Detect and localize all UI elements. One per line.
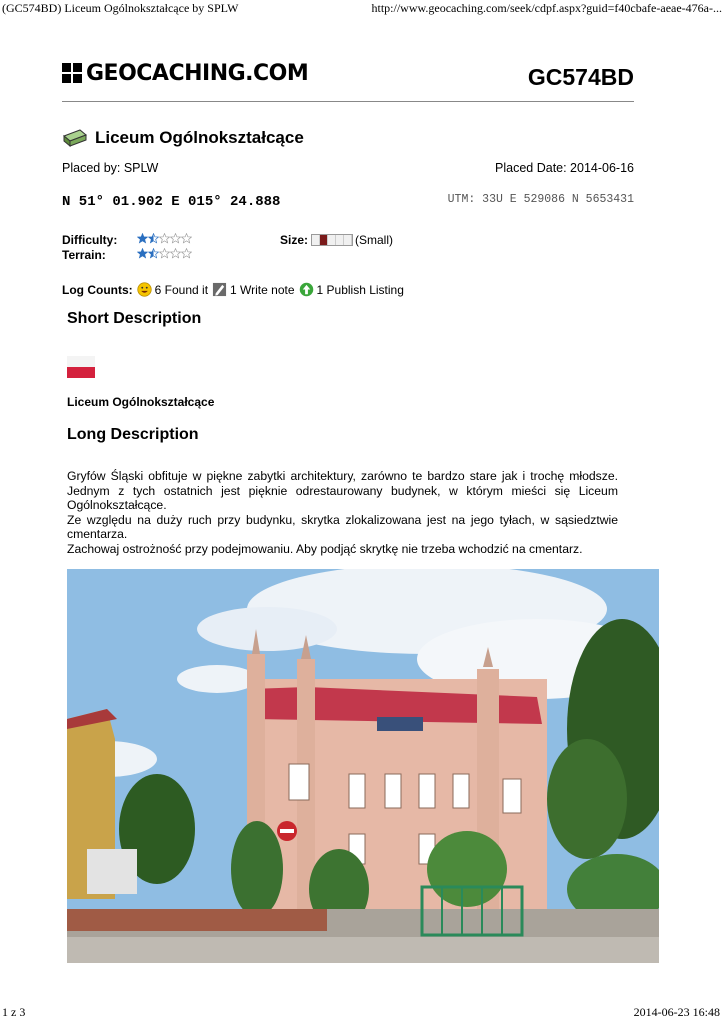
short-description-text: Liceum Ogólnokształcące bbox=[67, 395, 215, 409]
log-counts bbox=[62, 282, 404, 297]
size-label: Size: bbox=[280, 233, 309, 247]
long-description-body bbox=[67, 469, 618, 557]
cache-code: GC574BD bbox=[527, 64, 634, 90]
cache-title-row bbox=[62, 128, 304, 148]
short-description-heading: Short Description bbox=[67, 310, 202, 327]
school-building-photo bbox=[67, 569, 659, 963]
school-building-illustration bbox=[67, 569, 659, 963]
long-description-paragraph: Gryfów Śląski obfituje w piękne zabytki architektury, zarówno te bardzo stare jak i trochę młodsze. Jednym z tych ostatnich jest pięknie odrestaurowany budynek, w którym mieści się Liceum Ogólnokształcące. bbox=[67, 469, 618, 513]
publish-count: 1 Publish Listing bbox=[316, 282, 404, 297]
long-description-paragraph: Zachowaj ostrożność przy podejmowaniu. Aby podjąć skrytkę nie trzeba wchodzić na cmentarz. bbox=[67, 541, 583, 556]
footer-timestamp: 2014-06-23 16:48 bbox=[633, 1005, 720, 1019]
utm-coordinates: UTM: 33U E 529086 N 5653431 bbox=[447, 193, 634, 206]
publish-listing-icon bbox=[299, 282, 314, 297]
note-count: 1 Write note bbox=[230, 282, 295, 297]
size-text: (Small) bbox=[355, 233, 393, 247]
footer-page-number: 1 z 3 bbox=[2, 1005, 26, 1019]
placed-date: Placed Date: 2014-06-16 bbox=[495, 161, 634, 175]
traditional-cache-icon bbox=[62, 129, 88, 147]
placed-by: Placed by: SPLW bbox=[62, 161, 159, 175]
browser-header-url: http://www.geocaching.com/seek/cdpf.aspx?guid=f40cbafe-aeae-476a-... bbox=[371, 1, 722, 15]
poland-flag-icon bbox=[67, 356, 95, 378]
difficulty-stars bbox=[137, 233, 192, 244]
star-icon bbox=[181, 248, 192, 259]
star-icon bbox=[137, 248, 148, 259]
found-count: 6 Found it bbox=[154, 282, 209, 297]
terrain-stars bbox=[137, 248, 192, 259]
cache-name: Liceum Ogólnokształcące bbox=[95, 128, 304, 147]
header-divider bbox=[62, 101, 634, 102]
star-icon bbox=[137, 233, 148, 244]
star-icon bbox=[148, 233, 159, 244]
size-indicator-icon bbox=[311, 234, 353, 246]
star-icon bbox=[170, 248, 181, 259]
long-description-paragraph: Ze względu na duży ruch przy budynku, skrytka zlokalizowana jest na jego tyłach, w sąsiedztwie cmentarza. bbox=[67, 512, 618, 542]
logo-mark-icon bbox=[62, 63, 82, 83]
difficulty-label: Difficulty: bbox=[62, 233, 118, 247]
star-icon bbox=[159, 248, 170, 259]
smiley-found-icon bbox=[137, 282, 152, 297]
star-icon bbox=[159, 233, 170, 244]
geocaching-logo bbox=[62, 60, 308, 86]
star-icon bbox=[148, 248, 159, 259]
logo-text: GEOCACHING.COM bbox=[86, 60, 309, 86]
write-note-icon bbox=[212, 282, 227, 297]
browser-header-title: (GC574BD) Liceum Ogólnokształcące by SPLW bbox=[2, 1, 239, 15]
long-description-heading: Long Description bbox=[67, 426, 199, 443]
log-counts-label: Log Counts: bbox=[62, 282, 133, 297]
terrain-label: Terrain: bbox=[62, 248, 106, 262]
cache-coordinates: N 51° 01.902 E 015° 24.888 bbox=[62, 194, 281, 210]
star-icon bbox=[181, 233, 192, 244]
star-icon bbox=[170, 233, 181, 244]
